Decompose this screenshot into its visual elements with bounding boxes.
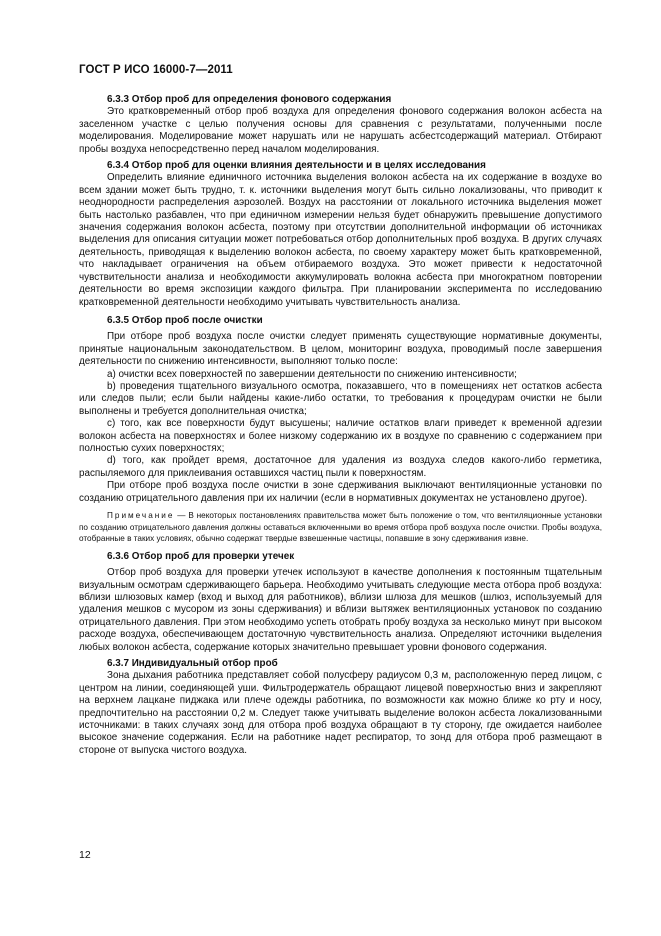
section-6-3-6-heading: 6.3.6 Отбор проб для проверки утечек [107, 550, 295, 562]
note [79, 510, 602, 545]
section-6-3-7-heading: 6.3.7 Индивидуальный отбор проб [107, 658, 278, 670]
list-item-d: d) того, как пройдет время, достаточное для удаления из воздуха следов какого-либо герметика, распыляемого для приклеивания оставшихся частиц пыли к поверхностям. [79, 455, 602, 479]
list-item-c: с) того, как все поверхности будут высушены; наличие остатков влаги приведет к временной адгезии волокон асбеста на поверхностях и более низкому содержанию их в воздухе по сравнению с содержанием при полностью сухих поверхностях; [79, 418, 602, 454]
list-item-b: b) проведения тщательного визуального осмотра, показавшего, что в помещениях нет остатков асбеста или следов пыли; если были найдены какие-либо остатки, то требования к процедурам очистки не были выполнены и требуется дополнительная очистка; [79, 380, 602, 417]
list-item-a: а) очистки всех поверхностей по завершении деятельности по снижению интенсивности; [107, 368, 517, 380]
section-6-3-4-paragraph: Определить влияние единичного источника выделения волокон асбеста на их содержание в воздухе во всем здании может быть трудно, т. к. источники выделения могут быть сильно локализованы, что приводит к неоднородности распределения аэрозолей. Воздух на расстоянии от локального источника выделения может быть настолько разбавлен, что при единичном измерении нельзя будет обнаружить превышение допустимого значения содержания волокон асбеста, поэтому при отсутствии дополнительной информации об источниках выделения для описания ситуации может потребоваться отбор дополнительных проб воздуха. В других случаях деятельность, приводящая к выделению волокон асбеста, по своему характеру может быть кратковременной, что накладывает ограничения на объем отбираемого воздуха. Это может привести к недостаточной чувствительности анализа и необходимости аккумулировать волокна асбеста при многократном повторении деятельности во время экспозиции каждого фильтра. При планировании эксперимента по исследованию кратковременной деятельности необходимо учитывать чувствительность анализа. [79, 172, 602, 308]
section-6-3-6-paragraph: Отбор проб воздуха для проверки утечек используют в качестве дополнения к постоянным тщательным визуальным осмотрам сдерживающего барьера. Необходимо учитывать следующие места отбора проб воздуха: вблизи шлюзовых камер (вход и выход для работников), вблизи шлюза для мешков (шлюз, используемый для удаления мешков с мусором из зоны сдерживания) и вблизи вытяжек вентиляционных установок по созданию отрицательного давления. При этом необходимо успеть отобрать пробу воздуха за несколько минут при высоком расходе воздуха, обеспечивающем достаточную чувствительность анализа. Определяют источники выделения любых волокон асбеста, содержание которых значительно превышает уровни фонового содержания. [79, 567, 602, 653]
note-label: Примечание [107, 511, 175, 520]
section-6-3-4-heading: 6.3.4 Отбор проб для оценки влияния деятельности и в целях исследования [107, 160, 486, 172]
page-content [79, 94, 602, 757]
section-6-3-5-paragraph-2: При отборе проб воздуха после очистки в зоне сдерживания выключают вентиляционные установки по созданию отрицательного давления при их наличии (если в нормативных документах не установлено другое). [79, 480, 602, 504]
section-6-3-7-paragraph: Зона дыхания работника представляет собой полусферу радиусом 0,3 м, расположенную перед лицом, с центром на линии, соединяющей уши. Фильтродержатель обращают лицевой поверхностью вниз и закрепляют на верхнем лацкане пиджака или плече одежды работника, по возможности как можно ближе ко рту и носу, предпочтительно на расстоянии 0,2 м. Следует также учитывать выделение волокон асбеста локализованными источниками: в таких случаях зонд для отбора проб воздуха обращают в ту сторону, где ожидается наиболее высокое значение содержания. Если на работнике надет респиратор, то зонд для отбора проб размещают в стороне от выпуска чистого воздуха. [79, 670, 602, 756]
section-6-3-5-heading: 6.3.5 Отбор проб после очистки [107, 314, 263, 326]
page-number: 12 [79, 849, 91, 861]
section-6-3-5-paragraph: При отборе проб воздуха после очистки следует применять существующие нормативные документы, принятые национальным законодательством. В целом, мониторинг воздуха, проводимый после завершения деятельности по снижению интенсивности, выполняют только после: [79, 331, 602, 368]
document-header: ГОСТ Р ИСО 16000-7—2011 [79, 64, 233, 76]
section-6-3-3-paragraph: Это кратковременный отбор проб воздуха для определения фонового содержания волокон асбеста на заселенном участке с целью получения основы для сравнения с результатами, полученными после моделирования. Моделирование может нарушать или не нарушать асбестсодержащий материал. Отбирают пробы воздуха непосредственно перед началом моделирования. [79, 106, 602, 155]
note-text: — В некоторых постановлениях правительства может быть положение о том, что вентиляционные установки по созданию отрицательного давления должны оставаться включенными во время отбора проб воздуха после очистки. Пробы воздуха, отобранные в таких условиях, обычно содержат твердые взвешенные частицы, попавшие в зону сдерживания извне. [79, 511, 602, 544]
section-6-3-3-heading: 6.3.3 Отбор проб для определения фонового содержания [107, 94, 392, 105]
